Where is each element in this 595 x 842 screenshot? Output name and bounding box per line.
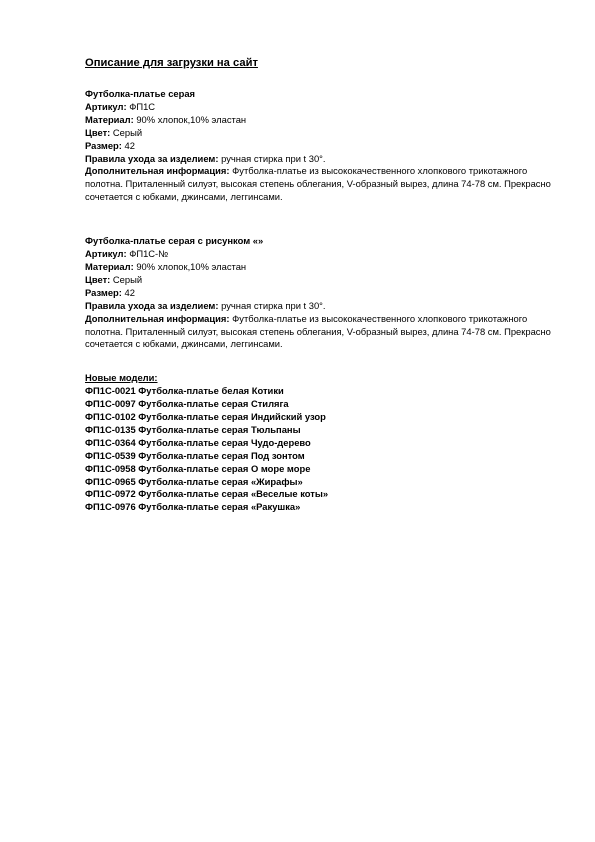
list-item: ФП1С-0958 Футболка-платье серая О море море — [85, 462, 311, 474]
document-page — [85, 56, 565, 514]
list-item: ФП1С-0972 Футболка-платье серая «Веселые коты» — [85, 488, 329, 500]
care-label: Правила ухода за изделием: — [85, 299, 219, 311]
new-models-heading: Новые модели: — [85, 372, 158, 384]
info-value: Футболка-платье из высококачественного хлопкового трикотажного полотна. Приталенный силуэт, высокая степень облегания, V-образный вырез, длина 74-78 см. Прекрасно сочетается с юбками, джинсами, леггинсами. — [85, 312, 551, 350]
list-item: ФП1С-0102 Футболка-платье серая Индийский узор — [85, 411, 326, 423]
product-size — [85, 140, 565, 153]
list-item: ФП1С-0364 Футболка-платье серая Чудо-дерево — [85, 436, 311, 448]
size-label: Размер: — [85, 286, 122, 298]
product-title: Футболка-платье серая с рисунком «» — [85, 235, 264, 247]
list-item: ФП1С-0021 Футболка-платье белая Котики — [85, 385, 284, 397]
material-value: 90% хлопок,10% эластан — [136, 260, 247, 272]
product-article — [85, 101, 565, 114]
color-value: Серый — [112, 126, 143, 138]
care-value: ручная стирка при t 30°. — [221, 152, 326, 164]
material-label: Материал: — [85, 113, 134, 125]
product-care — [85, 153, 565, 166]
product-article — [85, 248, 565, 261]
product-material — [85, 114, 565, 127]
info-label: Дополнительная информация: — [85, 165, 230, 177]
color-label: Цвет: — [85, 273, 111, 285]
list-item: ФП1С-0135 Футболка-платье серая Тюльпаны — [85, 423, 301, 435]
material-label: Материал: — [85, 260, 134, 272]
color-value: Серый — [112, 273, 143, 285]
list-item: ФП1С-0097 Футболка-платье серая Стиляга — [85, 398, 289, 410]
new-models-section — [85, 372, 565, 514]
product-care — [85, 300, 565, 313]
product-title: Футболка-платье серая — [85, 88, 196, 99]
article-value: ФП1С-№ — [129, 248, 169, 260]
list-item: ФП1С-0965 Футболка-платье серая «Жирафы» — [85, 475, 303, 487]
list-item: ФП1С-0976 Футболка-платье серая «Ракушка» — [85, 501, 301, 513]
product-info — [85, 165, 565, 204]
color-label: Цвет: — [85, 126, 111, 138]
care-label: Правила ухода за изделием: — [85, 152, 219, 164]
size-label: Размер: — [85, 139, 122, 151]
product-block-1 — [85, 88, 565, 204]
size-value: 42 — [124, 139, 135, 151]
product-size — [85, 287, 565, 300]
product-color — [85, 127, 565, 140]
size-value: 42 — [124, 286, 135, 298]
article-value: ФП1С — [129, 100, 156, 112]
page-title: Описание для загрузки на сайт — [85, 57, 258, 69]
info-value: Футболка-платье из высококачественного хлопкового трикотажного полотна. Приталенный силуэт, высокая степень облегания, V-образный вырез, длина 74-78 см. Прекрасно сочетается с юбками, джинсами, леггинсами. — [85, 165, 551, 203]
product-material — [85, 261, 565, 274]
product-color — [85, 274, 565, 287]
list-item: ФП1С-0539 Футболка-платье серая Под зонтом — [85, 449, 305, 461]
care-value: ручная стирка при t 30°. — [221, 299, 326, 311]
article-label: Артикул: — [85, 248, 127, 260]
info-label: Дополнительная информация: — [85, 312, 230, 324]
article-label: Артикул: — [85, 100, 127, 112]
material-value: 90% хлопок,10% эластан — [136, 113, 247, 125]
product-info — [85, 313, 565, 352]
product-block-2 — [85, 235, 565, 351]
